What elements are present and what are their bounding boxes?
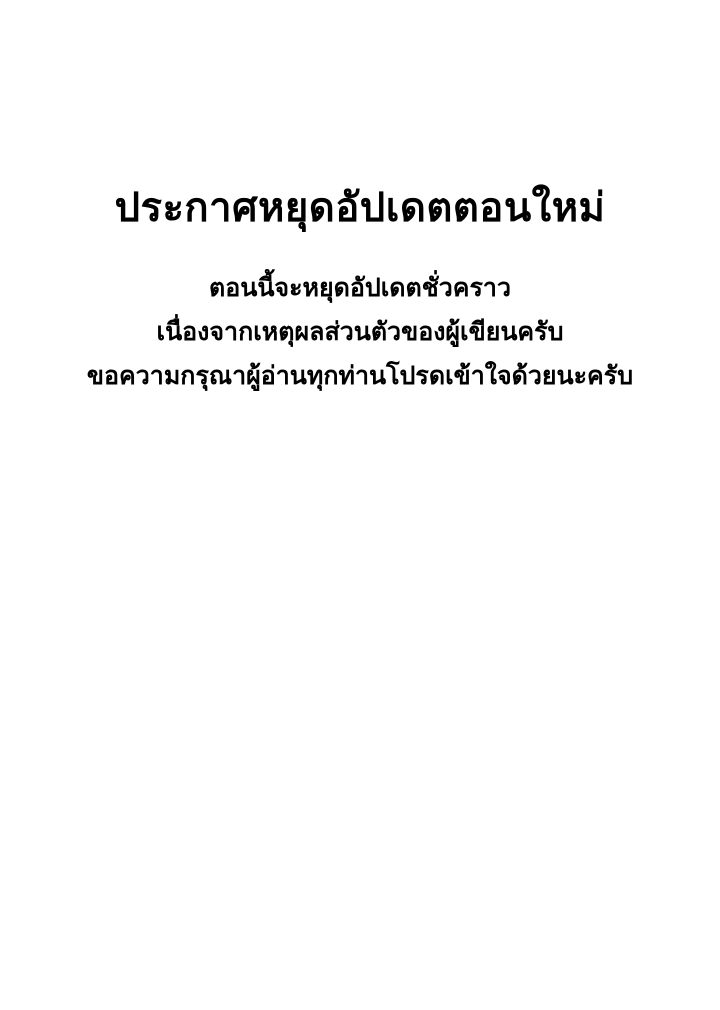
announcement-line-2: เนื่องจากเหตุผลส่วนตัวของผู้เขียนครับ [156,318,564,346]
announcement-body [0,266,720,398]
announcement-line-3: ขอความกรุณาผู้อ่านทุกท่านโปรดเข้าใจด้วยนะครับ [86,362,634,390]
announcement-line-1: ตอนนี้จะหยุดอัปเดตชั่วคราว [208,274,511,302]
announcement-title: ประกาศหยุดอัปเดตตอนใหม่ [114,186,606,230]
